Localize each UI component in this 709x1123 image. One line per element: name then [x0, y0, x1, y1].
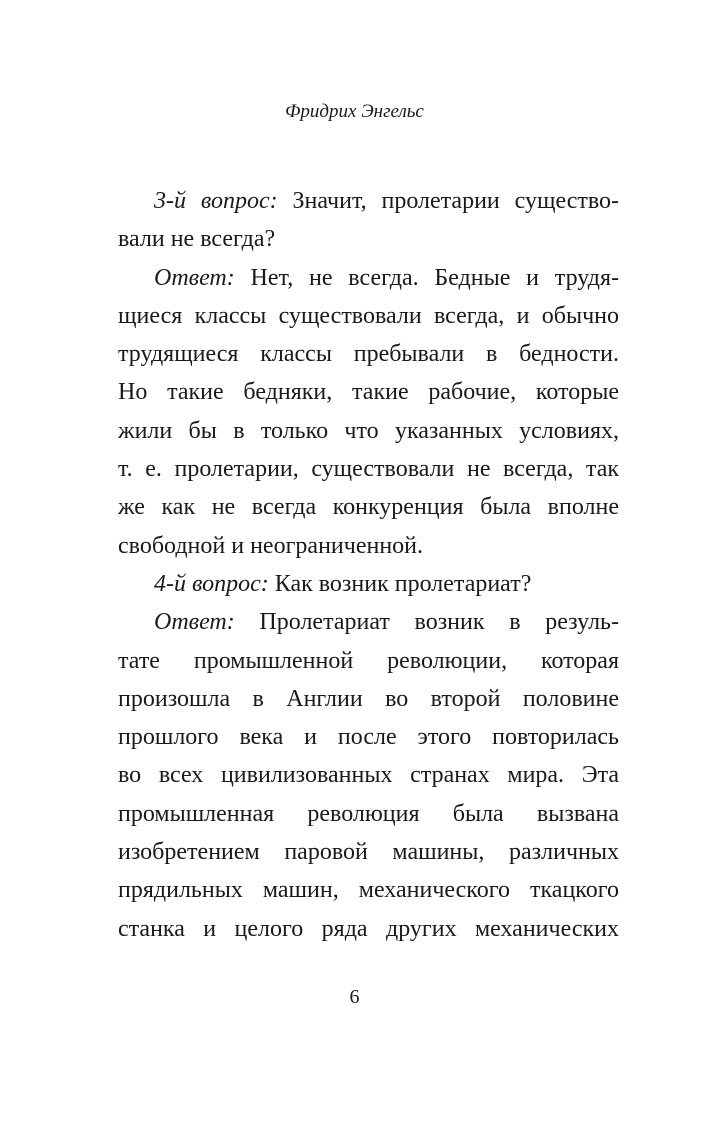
- line-text: жили бы в только что указанных условиях,: [118, 417, 619, 444]
- line-text: изобретением паровой машины, различных: [118, 839, 619, 866]
- text-line: [118, 335, 619, 373]
- text-line: [118, 565, 619, 603]
- line-text: произошла в Англии во второй половине: [118, 685, 619, 712]
- text-line: [118, 259, 619, 297]
- running-head: Фридрих Энгельс: [285, 101, 424, 122]
- text-line: [118, 450, 619, 488]
- text-line: [118, 220, 619, 258]
- line-text: щиеся классы существовали всегда, и обычно: [118, 302, 619, 329]
- line-text: промышленная революция была вызвана: [118, 800, 619, 827]
- body-text: [118, 182, 619, 948]
- text-line: [118, 910, 619, 948]
- line-text: т. е. пролетарии, существовали не всегда, так: [118, 456, 619, 483]
- text-line: [118, 833, 619, 871]
- text-line: [118, 680, 619, 718]
- text-line: [118, 642, 619, 680]
- line-text: станка и целого ряда других механических: [118, 915, 619, 942]
- question-label: 4-й вопрос:: [154, 570, 269, 597]
- line-text: тате промышленной революции, которая: [118, 647, 619, 674]
- page-number: 6: [349, 986, 360, 1008]
- text-line: [118, 297, 619, 335]
- line-text: прядильных машин, механического ткацкого: [118, 877, 619, 904]
- line-text: Нет, не всегда. Бедные и трудя-: [234, 264, 619, 291]
- line-text: Значит, пролетарии существо-: [277, 188, 619, 214]
- text-line: [118, 871, 619, 909]
- text-line: [118, 795, 619, 833]
- line-text: свободной и неограниченной.: [118, 532, 424, 559]
- answer-label: Ответ:: [154, 264, 235, 291]
- line-text: Пролетариат возник в резуль-: [234, 609, 619, 636]
- line-text: во всех цивилизованных странах мира. Эта: [118, 762, 619, 789]
- answer-label: Ответ:: [154, 609, 235, 636]
- text-line: [118, 603, 619, 641]
- text-line: [118, 527, 619, 565]
- line-text: Как возник пролетариат?: [268, 570, 532, 597]
- line-text: трудящиеся классы пребывали в бедности.: [118, 341, 619, 368]
- text-line: [118, 182, 619, 220]
- text-line: [118, 718, 619, 756]
- line-text: же как не всегда конкуренция была вполне: [118, 494, 619, 521]
- text-line: [118, 373, 619, 411]
- question-label: 3-й вопрос:: [154, 188, 278, 214]
- line-text: прошлого века и после этого повторилась: [118, 724, 619, 751]
- text-line: [118, 756, 619, 794]
- text-line: [118, 488, 619, 526]
- line-text: вали не всегда?: [118, 226, 276, 253]
- text-line: [118, 412, 619, 450]
- line-text: Но такие бедняки, такие рабочие, которые: [118, 379, 619, 406]
